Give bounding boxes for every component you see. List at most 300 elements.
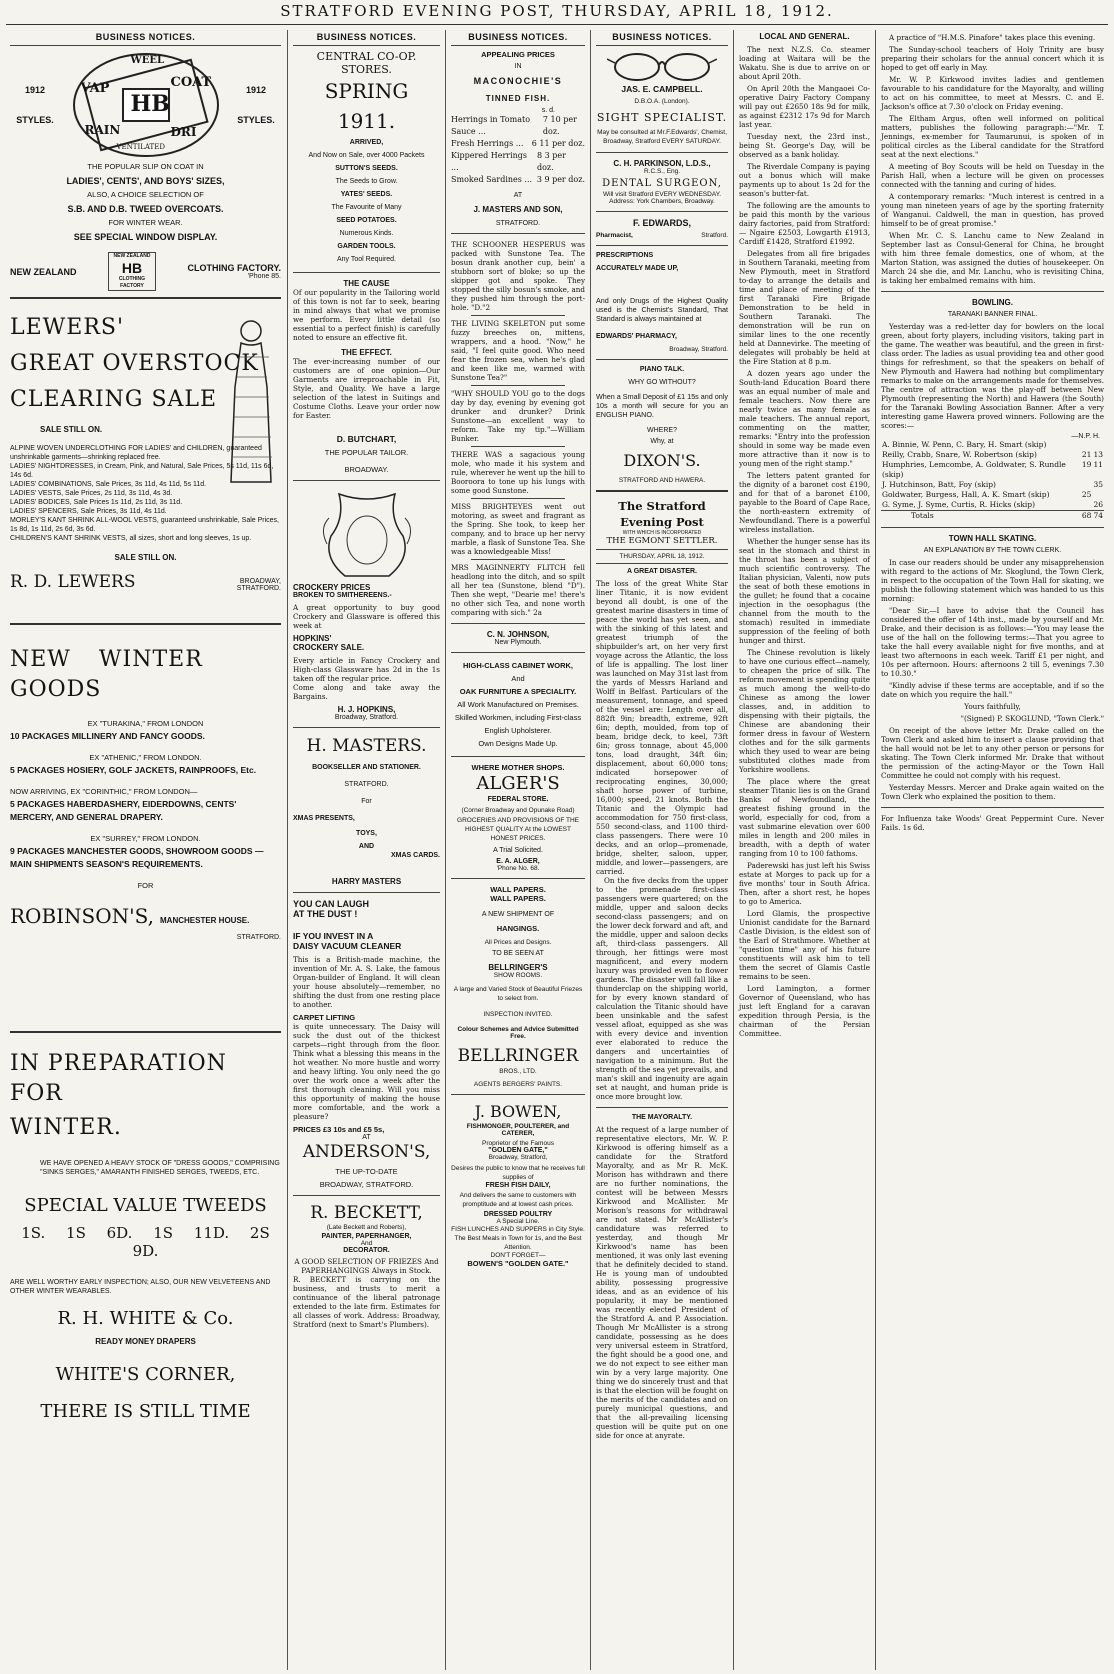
ad-title: WINTER.: [10, 1115, 122, 1140]
ad-body: THE LIVING SKELETON put some fuzzy breeches on, mittens, wrappers, and a hood. "Now," he said, "I feel quite good. Who need fear the frozen sea, when he's glad and keen like me, warmed with Sunstone Tea?": [451, 319, 585, 382]
price-item: Herrings in Tomato Sauce ...: [451, 115, 531, 136]
ad-line: STRATFORD.: [236, 934, 281, 941]
article-para: A practice of "H.M.S. Pinafore" takes place this evening.: [889, 33, 1096, 42]
table-cell: G. Syme, J. Syme, Curtis, R. Hicks (skip): [882, 500, 1036, 509]
article-body: Yesterday was a red-letter day for bowlers on the local green, about forty players, including visitors, taking part in the game. The weather was beautiful, and the green in first-class order. The ladies as usual providing tea and other good things for refreshment, so that the speakers on behalf of New Plymouth and Hawera had nothing but complimentary remarks to make on the arrangements made for themselves. The centre of attraction was the play-off between New Plymouth (representing the North) and Hawera (the South) for the Taranaki Bowling Association Banner. After a very interesting game Hawera proved winners. Following are the scores:—: [881, 322, 1104, 430]
ad-line: And: [360, 1240, 373, 1247]
ad-title: HARRY MASTERS: [331, 877, 402, 886]
ad-body: THE SCHOONER HESPERUS was packed with Sunstone Tea. The bosun drank another cup, bein' a stubborn sort of bloke; so up the skipper got and spoke. They stopped the silly bosun's smoke, and they pushed him through the port-hole. "D."2: [451, 240, 585, 312]
ad-line: TO BE SEEN AT: [492, 950, 544, 957]
ad-title: BROKEN TO SMITHEREENS.-: [293, 592, 392, 599]
price-row: [451, 150, 585, 174]
article-para: "Dear Sir,—I have to advise that the Council has considered the offer of 14th inst., made by yourself and Mr. Drake, and their decision is as follows:—"You may lease the use of the hall on the following terms:—That you agree to take the hall every available night for five months, and at least two afternoons in each week. Tariff £1 per night, and 10s per afternoon. Hours: afternoons 2 till 5, evenings 7.30 to 10.30.": [881, 606, 1104, 678]
article-para: When Mr. C. S. Lanchu came to New Zealand in September last as Consul-General for China, he brought with him three female domestics, one of whom, at the Marton Station, was assigned the duties of housekeeper. On March 24 she die, and Mr. Lanchu, who is revisiting China, is taking her embalmed remains with him.: [881, 231, 1104, 285]
ad-title: R. D. LEWERS: [10, 572, 136, 592]
ad-body: And only Drugs of the Highest Quality used is the Chemist's Standard, That Standard is always maintained at: [596, 296, 728, 323]
logo-text: RAIN: [84, 123, 121, 137]
ad-title: C. H. PARKINSON, L.D.S.,: [613, 159, 711, 168]
ad-body: MRS MAGINNERTY FLITCH fell headlong into the ditch, and so spilt all her tea (Sunstone, blend "D"). Then she wept, "Dearie me! there's no other sich Tea, and none worth comparing with sich." 2a: [451, 563, 585, 617]
ad-line: BROS., LTD.: [499, 1068, 537, 1075]
ad-title: WHY GO WITHOUT?: [628, 379, 696, 386]
ad-body: This is a British-made machine, the invention of Mr. A. S. Lake, the famous Organ-builder of England. It will clean your house absolutely—remember, no shifting the dust from one resting place to another.: [293, 955, 440, 1009]
article-body: The loss of the great White Star liner Titanic, it is now evident beyond all doubt, is one of the greatest marine disasters in time of peace the world has yet seen, and with the sinking of this latest and greatest triumph of the shipbuilder's art, on her very first voyage across the Atlantic, the loss of life is appalling. The lost liner was launched on May 31st last from the yards of Messrs Harland and Wolff in Belfast. Particulars of the measurement, tonnage, and speed of the vessel are: Length over all, 882ft 9in; breadth, extreme, 92ft 6in; depth, moulded, from top of beam, bridge deck, to keel, 73ft 6in; gross tonnage, about 45,000 tons, load draught, 34ft 6in; displacement, about 60,000 tons; indicated horsepower of reciprocating engines, 30,000; shaft horse power of turbine, 16,000; speed, 21 knots. Both the Titanic and the Olympic had accommodation for 750 first-class, 550 second-class, and 1100 third-class passengers. There were 10 decks, and an orlop—promenade, bridge, shelter, saloon, upper, middle, and lower—passengers, are carried.: [596, 579, 728, 876]
article-local: [739, 32, 870, 1038]
ad-title: CLEARING SALE: [10, 387, 218, 412]
article-para: On receipt of the above letter Mr. Drake called on the Town Clerk and asked him to insert a clause providing that the hall would not be let to any other person or persons for skating. The Town Clerk informed Mr. Drake that without the permission of the acting-Mayor or the Town Hall Committee he could not comply with his request.: [881, 726, 1104, 780]
ad-white: [10, 1049, 281, 1422]
ad-line: The Favourite of Many: [331, 204, 402, 211]
ad-title: SPRING 1911.: [324, 79, 409, 133]
price-value: 3 9 per doz.: [536, 175, 585, 184]
ad-title: CARPET LIFTING: [293, 1013, 356, 1022]
ad-line: GARDEN TOOLS.: [337, 243, 396, 250]
ad-title: DAISY VACUUM CLEANER: [293, 941, 402, 951]
ad-line: Stratford.: [701, 232, 728, 239]
masthead-rule: [6, 24, 1108, 25]
table-cell: 11: [1093, 460, 1103, 469]
price-row: [451, 114, 585, 138]
ad-title: THE CAUSE: [343, 279, 390, 288]
ad-title: WHERE MOTHER SHOPS.: [471, 763, 565, 772]
article-para: The next N.Z.S. Co. steamer loading at Waitara will be the Wakatu. She is due to arrive on or about April 20th.: [739, 45, 870, 81]
column-header: BUSINESS NOTICES.: [10, 30, 281, 46]
ad-line: EX "ATHENIC," FROM LONDON.: [89, 753, 202, 762]
price-row: [451, 138, 585, 150]
table-cell: Totals: [911, 511, 934, 520]
ad-body: Of our popularity in the Tailoring world of this town is not far to seek, bearing in mind always that what we promise we perform. Every little detail (so essential to a perfect finish) is carefully noted to ensure an effective fit.: [293, 288, 440, 342]
table-row: [881, 460, 1104, 480]
article-disaster: [596, 568, 728, 1101]
ad-title: SIGHT SPECIALIST.: [596, 111, 728, 124]
ad-title: TINNED FISH.: [485, 94, 551, 103]
ad-line: AT: [362, 1134, 371, 1141]
ad-line: DRESSED POULTRY: [483, 1211, 553, 1218]
table-cell: 68: [1081, 511, 1092, 520]
logo-text: HB: [130, 91, 170, 117]
article-para: "Kindly advise if these terms are acceptable, and if so the date on which you require the hall.": [881, 681, 1104, 699]
ad-line: A Trial Solicited.: [493, 847, 543, 854]
ad-line: NEW ZEALAND: [10, 266, 77, 277]
ad-title: ACCURATELY MADE UP,: [596, 265, 679, 272]
ad-body: When a Small Deposit of £1 15s and only 10s a month will secure for you an ENGLISH PIANO.: [596, 392, 728, 419]
article-skating: [881, 534, 1104, 832]
ad-line: Address: York Chambers, Broadway.: [609, 198, 715, 205]
sale-item: CHILDREN'S KANT SHRINK VESTS, all sizes, short and long sleeves, 1s up.: [10, 535, 252, 542]
ad-line: PAINTER, PAPERHANGER,: [321, 1233, 412, 1240]
ad-line: BOOKSELLER AND STATIONER.: [312, 764, 421, 771]
column-header: BUSINESS NOTICES.: [596, 30, 728, 46]
ad-line: Skilled Workmen, including First-class English Upholsterer.: [454, 713, 582, 735]
year-label: 1912: [24, 85, 46, 95]
ad-line: OAK FURNITURE A SPECIALITY.: [459, 687, 577, 696]
ad-line: DECORATOR.: [343, 1247, 390, 1254]
ad-hopkins: [293, 487, 440, 721]
ad-title: J. BOWEN,: [474, 1102, 562, 1121]
ad-title: DENTAL SURGEON,: [602, 178, 722, 189]
ad-title: F. EDWARDS,: [632, 218, 691, 228]
ad-line: BROADWAY,: [239, 578, 281, 585]
ad-line: CLOTHING FACTORY.: [187, 263, 281, 273]
ad-bellringer: [451, 885, 585, 1088]
ad-line: STRATFORD AND HAWERA.: [618, 477, 706, 484]
ad-line: THE UP-TO-DATE: [335, 1167, 398, 1176]
ad-title: DIXON'S.: [623, 451, 701, 470]
ad-title: THE EFFECT.: [341, 348, 392, 357]
column-4: [592, 30, 732, 1670]
ad-line: EX "TURAKINA," FROM LONDON: [87, 719, 204, 728]
badge-text: NEW ZEALAND: [113, 253, 151, 259]
article-para: The place where the great steamer Titanic lies is on the Grand Banks of Newfoundland, the greatest fishing ground in the world, especially for cod, from a vast submarine elevation over 600 miles in length and 200 miles in breadth, with a depth of water ranging from 10 to 100 fathoms.: [739, 777, 870, 858]
article-para: Yesterday Messrs. Mercer and Drake again waited on the Town Clerk who explained the position to them.: [881, 783, 1104, 801]
article-title: A GREAT DISASTER.: [626, 568, 697, 575]
paper-subtitle: THE EGMONT SETTLER.: [606, 536, 718, 546]
ad-line: YATES' SEEDS.: [340, 191, 393, 198]
ad-line: And Now on Sale, over 4000 Packets: [308, 152, 425, 159]
table-cell: 13: [1093, 450, 1103, 459]
sale-item: LADIES' NIGHTDRESSES, in Cream, Pink, and Natural, Sale Prices, 5s 11d, 11s 6d, 14s 6d.: [10, 463, 274, 479]
article-para: Whether the hunger sense has its seat in the stomach and thirst in the throat has been a subject of much scientific controversy. The Italian physician, Valenti, now puts the seat of both these emotions in the gullet; he found that a cocaine injection in the oesophagus (the channel from the mouth to the stomach) resulted in immediate suppression of the feeling of both hunger and thirst.: [739, 537, 870, 645]
ad-title: ROBINSON'S,: [10, 904, 154, 928]
article-bowling: [881, 298, 1104, 521]
ad-line: STRATFORD.: [495, 220, 541, 227]
ad-title: BELLRINGER'S: [488, 963, 548, 972]
price-item: Kippered Herrings ...: [451, 151, 528, 172]
ad-body: MISS BRIGHTEYES went out motoring, as sweet and fragrant as the Spring. She took, to keep her company, and to brace up her nervy marble, a flask of Sunstone Tea. She was a knowledgeable Miss!: [451, 502, 585, 556]
ad-title: WHITE'S CORNER,: [55, 1364, 236, 1385]
ad-line: Pharmacist,: [596, 232, 633, 239]
ad-title: SPECIAL VALUE TWEEDS: [24, 1195, 267, 1216]
ad-line: FISH LUNCHES AND SUPPERS in City Style.: [451, 1226, 585, 1233]
ad-line: (Corner Broadway and Opunake Road): [461, 807, 575, 814]
ad-line: 5 PACKAGES HABERDASHERY, EIDERDOWNS, CENTS' MERCERY, AND GENERAL DRAPERY.: [10, 799, 237, 822]
ad-line: Proprietor of the Famous: [482, 1140, 554, 1147]
ad-title: PIANO TALK.: [639, 366, 685, 373]
price-line: PRICES £3 10s and £5 5s,: [293, 1125, 385, 1134]
ad-beckett: [293, 1202, 440, 1329]
ad-line: And delivers the same to customers with promptitude and at lowest cash prices.: [459, 1192, 577, 1208]
article-subtitle: TARANAKI BANNER FINAL.: [947, 311, 1038, 318]
ad-body: is quite unnecessary. The Daisy will suck the dust out of the thickest carpets—right through from the floor. Think what a blessing this means in the hot weather. No more hustle and worry and heavy lifting. You only need the go over the work once a week after the first thorough cleaning. Will you miss this opportunity of making the house more comfortable, and the work a pleasure?: [293, 1022, 440, 1121]
ad-title: YOU CAN LAUGH: [293, 899, 369, 909]
logo-text: DRI: [170, 125, 197, 139]
ad-line: SEE SPECIAL WINDOW DISPLAY.: [73, 232, 218, 242]
table-header: —N.P. H.: [1071, 433, 1100, 440]
ad-line: STRATFORD.: [344, 781, 389, 788]
ad-line: WHERE?: [647, 427, 677, 434]
ad-line: AND: [358, 843, 375, 850]
ad-line: WE HAVE OPENED A HEAVY STOCK OF "DRESS GOODS," COMPRISING "SINKS SERGES," AMARANTH FINISHED SERGES, TWEEDS, ETC.: [40, 1160, 280, 1176]
ad-line: New Plymouth.: [494, 639, 542, 646]
ad-line: 5 PACKAGES HOSIERY, GOLF JACKETS, RAINPROOFS, Etc.: [10, 765, 257, 775]
ad-title: JAS. E. CAMPBELL.: [621, 84, 703, 94]
ad-title: AT THE DUST !: [293, 909, 358, 919]
ad-line: Own Designs Made Up.: [478, 739, 558, 748]
ad-line: (Late Beckett and Roberts),: [326, 1224, 407, 1231]
ad-line: Will visit Stratford EVERY WEDNESDAY.: [603, 191, 721, 198]
ad-title: PRESCRIPTIONS: [596, 252, 654, 259]
ad-line: FISHMONGER, POULTERER, and CATERER,: [466, 1123, 570, 1137]
ad-line: BROADWAY, STRATFORD.: [319, 1180, 414, 1189]
ad-line: 'Phone 85.: [247, 273, 281, 280]
ad-title: CROCKERY SALE.: [293, 643, 365, 652]
ad-title: GREAT OVERSTOCK: [10, 351, 259, 376]
ad-line: ARRIVED,: [349, 139, 384, 146]
ad-body: The ever-increasing number of our customers are of one opinion—Our Garments are irreproachable in Fit, Style, and Quality. We have a large selection of the latest in Suitings and Costume Cloths. Leave your order now for Easter.: [293, 357, 440, 420]
sale-item: MORLEY'S KANT SHRINK ALL-WOOL VESTS, guaranteed unshrinkable, Sale Prices, 1s 8d, 1s 11d, 2s 6d, 3s 6d.: [10, 517, 280, 533]
ad-line: EX "SURREY," FROM LONDON.: [90, 834, 201, 843]
ad-body: "WHY SHOULD YOU go to the dogs day by day, evening by evening got drunker and drunker? Drink Sunstone—an excellent way to reform. Take my tip."—William Bunker.: [451, 389, 585, 443]
ad-line: The Best Meals in Town for 1s, and the Best Attention.: [454, 1235, 582, 1251]
year-label: 1912: [245, 85, 267, 95]
price-line: 1S. 1S 6D. 1S 11D. 2S 9D.: [21, 1224, 270, 1260]
ad-line: S.B. AND D.B. TWEED OVERCOATS.: [67, 204, 224, 214]
badge-text: CLOTHING FACTORY: [118, 276, 146, 289]
ad-line: 'Phone No. 68.: [496, 865, 540, 872]
ad-title: IF YOU INVEST IN A: [293, 931, 374, 941]
ad-line: THE POPULAR SLIP ON COAT IN: [87, 162, 204, 171]
ad-line: The Seeds to Grow.: [335, 178, 398, 185]
ad-line: STRATFORD.: [236, 585, 281, 592]
ad-line: WITH WHICH IS INCORPORATED: [622, 530, 702, 536]
column-header: BUSINESS NOTICES.: [293, 30, 440, 46]
ad-line: XMAS PRESENTS,: [293, 815, 355, 822]
table-row: [881, 500, 1104, 511]
article-body: At the request of a large number of representative electors, Mr. W. P. Kirkwood is offering himself as a candidate for the Stratford Mayoralty, and as Mr R. McK. Morison has withdrawn and there are no further nominations, the contest will be between Messrs Kirkwood and McAllister. Mr Morison's reasons for withdrawal are not stated. Mr McAllister's candidature was referred to yesterday, and though Mr Kirkwood's name has been mentioned, it was only last evening that he definitely decided to stand. He is young man of undoubted ability, possessing progressive ideas, and as an evidence of his popularity, it may be mentioned was recently elected President of the Stratford A. and P. Association. Though Mr McAllister is a strong candidate, possessing as he does very universal esteem in Stratford, the fight should be a good one, and we do not expect to see either man win by a very large majority. One thing we do sincerely trust and that is that the election will be fought on the merits of the candidates and on purely municipal questions, and that the all-prevailing licensing question will be quite put on one side for once at anyrate.: [596, 1125, 729, 1440]
article-title: LOCAL AND GENERAL.: [759, 32, 850, 41]
spectacles-icon: [596, 50, 728, 84]
article-para: The Chinese revolution is likely to have one curious effect—namely, to cheapen the price of silk. The reform movement is spending quite as much among the well-to-do Chinese as among the lower classes, and, in addition to dispensing with their pigtails, the Chinese are abandoning their former dress in favour of Western clothes and for the silk garments which they used to wear are being substituted clothes made from Yorkshire woollens.: [739, 648, 870, 774]
hb-badge: [108, 252, 156, 291]
ad-title: BELLRINGER: [457, 1046, 579, 1066]
article-subtitle: AN EXPLANATION BY THE TOWN CLERK.: [923, 547, 1062, 554]
ad-line: "GOLDEN GATE,": [488, 1147, 548, 1154]
ad-body: Come along and take away the Bargains.: [293, 683, 440, 701]
ad-title: APPEALING PRICES: [481, 50, 555, 59]
ad-title: ALGER'S: [476, 773, 560, 794]
styles-label: STYLES.: [16, 115, 54, 125]
sale-item: LADIES' SPENCERS, Sale Prices, 3s 11d, 4s 11d.: [10, 508, 167, 515]
article-para: The letters patent granted for the dignity of a baronet cost £190, and for that of a baronet £100, payable to the Board of Cape Race, the north-eastern extremity of Newfoundland. There is a powerful wireless installation.: [739, 471, 870, 534]
ad-edwards: [596, 218, 728, 353]
ad-title: H. MASTERS.: [306, 736, 427, 756]
article-para: The following are the amounts to be paid this month by the various dairy factories, paid from Stratford:— Ngaire £2503, Lowgarth £1913, Cardiff £1428, Stratford £1992.: [739, 201, 870, 246]
ad-robinson: [10, 645, 281, 1025]
ad-body: R. BECKETT is carrying on the business, and trusts to merit a continuance of the liberal patronage extended to the late firm. Estimates for all classes of work. Address: Broadway, Stratford (next to Smart's Plumbers).: [293, 1275, 440, 1329]
column-6: [877, 30, 1108, 1670]
table-cell: [1092, 490, 1104, 500]
column-divider: [287, 30, 288, 1670]
article-para: Lord Glamis, the prospective Unionist candidate for the Barnard Castle Division, is the eldest son of the Earl of Strathmore. Whether at "question time" any of his future constituents will ask him to tell them the secret of Glamis Castle remains to be seen.: [739, 909, 870, 981]
ad-body: A GOOD SELECTION OF FRIEZES And PAPERHANGINGS Always in Stock.: [294, 1257, 439, 1275]
logo-text: VAP: [80, 81, 110, 96]
ad-line: R.C.S., Eng.: [643, 168, 681, 175]
ad-line: HIGH-CLASS CABINET WORK,: [463, 661, 573, 670]
article-para: Delegates from all fire brigades in Southern Taranaki, meeting from New Plymouth, meet in Stratford to-day to arrange the details and time and place of meeting of the first Taranaki Fire Brigade Demonstration to be held in Southern Taranaki. The demonstration will be run on similar lines to the one recently held at Dannevirke. The meeting of delegates will probably be held at the Fire Station at 8 p.m.: [739, 249, 870, 366]
price-row: [451, 174, 585, 186]
column-divider: [733, 30, 734, 1670]
price-value: 7 10 per doz.: [542, 115, 577, 136]
ad-line: FOR: [137, 881, 154, 890]
column-5: [735, 30, 874, 1670]
table-row: [881, 480, 1104, 490]
table-cell: 26: [1093, 500, 1103, 509]
ad-butchart: [293, 279, 440, 474]
ad-title: CROCKERY PRICES: [293, 583, 371, 592]
paper-title: The Stratford Evening Post: [618, 499, 706, 529]
ad-line: Numerous Kinds.: [339, 230, 394, 237]
table-cell: Humphries, Lemcombe, A. Goldwater, S. Rundle (skip): [882, 460, 1066, 479]
column-divider: [590, 30, 591, 1670]
ad-johnson: [451, 630, 585, 750]
ad-title: BOWEN'S "GOLDEN GATE.": [467, 1259, 569, 1268]
column-header: BUSINESS NOTICES.: [451, 30, 585, 46]
column-3: [447, 30, 589, 1670]
ad-line: INSPECTION INVITED.: [483, 1011, 553, 1018]
issue-date: THURSDAY, APRIL 18, 1912.: [619, 553, 705, 560]
ad-line: Why, at: [650, 438, 674, 445]
article-para: Yours faithfully,: [964, 702, 1021, 711]
sale-item: LADIES' VESTS, Sale Prices, 2s 11d, 3s 11d, 4s 3d.: [10, 490, 173, 497]
table-cell: [1081, 480, 1093, 490]
ad-bowen: [451, 1101, 585, 1268]
ad-sunstone: [451, 240, 585, 617]
table-cell: 35: [1093, 480, 1103, 489]
article-para: The Riverdale Company is paying out a bonus which will make payments up to about 1s 2d for the season's butter-fat.: [739, 162, 870, 198]
ad-title: J. MASTERS AND SON,: [473, 205, 563, 214]
ad-masters: [293, 734, 440, 886]
ad-title: EDWARDS' PHARMACY,: [596, 333, 678, 340]
article-mayoralty: [596, 1114, 728, 1440]
ad-line: MANCHESTER HOUSE.: [160, 916, 250, 925]
ad-dixon: [596, 366, 728, 484]
ad-line: SEED POTATOES.: [336, 217, 397, 224]
ad-line: A Special Line.: [496, 1218, 540, 1225]
ad-line: All Work Manufactured on Premises.: [457, 700, 579, 709]
ad-alger: [451, 763, 585, 872]
ad-line: D.B.O.A. (London).: [634, 98, 690, 105]
ad-title: LEWERS': [10, 315, 125, 340]
article-title: TOWN HALL SKATING.: [948, 534, 1037, 543]
table-cell: [1092, 440, 1104, 450]
ad-line: For Influenza take Woods' Great Peppermint Cure. Never Fails. 1s 6d.: [881, 814, 1104, 832]
ad-line: GROCERIES AND PROVISIONS OF THE HIGHEST QUALITY At the LOWEST HONEST PRICES.: [457, 817, 579, 842]
ad-line: FEDERAL STORE.: [487, 796, 549, 803]
table-total-row: [881, 511, 1104, 522]
sale-item: LADIES' COMBINATIONS, Sale Prices, 3s 11d, 4s 11d, 5s 11d.: [10, 481, 207, 488]
ad-title: CENTRAL CO-OP. STORES.: [316, 50, 417, 76]
ad-title: MACONOCHIE'S: [473, 76, 563, 86]
ad-line: All Prices and Designs.: [484, 939, 552, 946]
article-para: A meeting of Boy Scouts will be held on Tuesday in the Parish Hall, when a lecture will be given on processes connected with the tanning and curing of hides.: [881, 162, 1104, 189]
table-cell: 74: [1093, 511, 1103, 520]
badge-text: HB: [121, 260, 143, 276]
ad-title: R. BECKETT,: [310, 1203, 423, 1223]
ad-line: Broadway, Stratford.: [334, 714, 399, 721]
ad-lewers: [10, 313, 281, 603]
sale-item: LADIES' BODICES, Sale Prices 1s 11d, 2s 11d, 3s 11d.: [10, 499, 183, 506]
article-title: BOWLING.: [972, 298, 1013, 307]
ad-line: AGENTS BERGERS' PAINTS.: [473, 1081, 563, 1088]
ad-line: READY MONEY DRAPERS: [95, 1337, 196, 1346]
ad-title: WALL PAPERS.: [490, 894, 546, 903]
column-divider: [445, 30, 446, 1670]
ad-title: WALL PAPERS.: [490, 885, 546, 894]
article-para: Tuesday next, the 23rd inst., being St. George's Day, will be observed as a bank holiday.: [739, 132, 870, 159]
column-divider: [875, 30, 876, 1670]
ad-title: ANDERSON'S,: [302, 1142, 431, 1162]
table-cell: 25: [1081, 490, 1092, 499]
ad-title: R. H. WHITE & Co.: [57, 1308, 234, 1329]
woman-illustration: [225, 317, 277, 487]
ad-line: A NEW SHIPMENT OF: [481, 911, 555, 918]
table-cell: Goldwater, Burgess, Hall, A. K. Smart (skip): [882, 490, 1050, 499]
ad-line: ALSO, A CHOICE SELECTION OF: [87, 190, 204, 199]
article-para: A contemporary remarks: "Much interest is centred in a young man nineteen years of age by the sporting fraternity of Wanganui. Caldwell, the man in question, has proved himself to be of great promise.": [881, 192, 1104, 228]
styles-label: STYLES.: [237, 115, 275, 125]
ad-line: Broadway, Stratford.: [669, 346, 728, 353]
column-2: [289, 30, 444, 1670]
ad-line: SALE STILL ON.: [114, 553, 177, 562]
table-cell: [1081, 500, 1093, 511]
ad-line: Any Tool Required.: [336, 256, 397, 263]
ad-anderson: [293, 899, 440, 1189]
article-local-continued: [881, 33, 1104, 285]
ad-hb-coats: [10, 50, 281, 291]
ad-line: SHOW ROOMS.: [493, 972, 543, 979]
ad-line: FRESH FISH DAILY,: [485, 1182, 551, 1189]
ad-title: NEW WINTER GOODS: [10, 647, 203, 702]
ad-campbell: [596, 50, 728, 146]
ad-title: H. J. HOPKINS,: [337, 705, 396, 714]
price-item: Smoked Sardines ...: [451, 175, 533, 184]
ad-body: Every article in Fancy Crockery and High-class Glassware has 2d in the 1s taken off the regular price.: [293, 656, 440, 683]
ad-line: ARE WELL WORTHY EARLY INSPECTION; ALSO, OUR NEW VELVETEENS AND OTHER WINTER WEARABLES.: [10, 1279, 271, 1295]
ad-line: DON'T FORGET—: [490, 1252, 546, 1259]
ad-coop: [293, 50, 440, 266]
ad-line: s. d.: [541, 107, 555, 114]
ad-maconochie: [451, 50, 585, 227]
table-cell: J. Hutchinson, Batt, Foy (skip): [882, 480, 996, 489]
logo-text: VENTILATED: [116, 143, 165, 151]
article-para: The Eltham Argus, often well informed on political matters, publishes the following paragraph:—"Mr. T. Jennings, ex-member for Taumarunui, is spoken of in political circles as the Liberal candidate for the Stratford seat at the next elections.": [881, 114, 1104, 159]
ad-line: SALE STILL ON.: [40, 425, 103, 434]
article-para: A dozen years ago under the South-land Education Board there was an equal number of male and female teachers. Now there are nearly twice as many female as male teachers. The annual report, commenting on the matter, remarks: "Entry into the profession should in some way be made even more attractive than it now is to young men of the right stamp.": [739, 369, 870, 468]
masthead: STRATFORD EVENING POST, THURSDAY, APRIL 18, 1912.: [280, 2, 834, 20]
ad-line: SUTTON'S SEEDS.: [335, 165, 398, 172]
article-para: Lord Lamington, a former Governor of Queensland, who has just left England for a caravan expedition through Persia, is the chairman of the Persian Committee.: [739, 984, 870, 1038]
ad-line: TOYS,: [356, 830, 377, 837]
price-value: 8 3 per doz.: [536, 151, 566, 172]
ad-line: And: [511, 674, 525, 683]
scores-table: [881, 440, 1104, 521]
ad-title: C. N. JOHNSON,: [486, 630, 550, 639]
ad-line: E. A. ALGER,: [496, 858, 540, 865]
article-para: On April 20th the Mangaoei Co-operative Dairy Factory Company will pay out £2650 18s 9d for milk, as against £2312 17s 9d for March last year.: [739, 84, 870, 129]
ad-line: BROADWAY.: [344, 465, 389, 474]
table-cell: [1081, 440, 1093, 450]
ad-title: HOPKINS': [293, 634, 332, 643]
ad-line: Colour Schemes and Advice Submitted Free.: [457, 1026, 579, 1040]
article-para: In case our readers should be under any misapprehension with regard to the actions of Mr. Skoglund, the Town Clerk, in respect to the occupation of the Town Hall for skating, we publish the following statement which was handed to us this morning:: [881, 558, 1104, 603]
table-row: [881, 440, 1104, 450]
ad-line: May be consulted at Mr.F.Edwards', Chemist, Broadway, Stratford EVERY SATURDAY.: [597, 129, 727, 145]
article-para: The Sunday-school teachers of Holy Trinity are busy preparing their scholars for the annual concert which it is hoped to get off early in May.: [881, 45, 1104, 72]
article-para: Mr. W. P. Kirkwood invites ladies and gentlemen favourable to his candidature for the Mayoralty, and willing to act on his committee, to meet at Messrs. C. and E. Jackson's office at 7.30 o'clock on Friday evening.: [881, 75, 1104, 111]
ad-dentist: [596, 159, 728, 205]
ad-line: 10 PACKAGES MILLINERY AND FANCY GOODS.: [10, 731, 205, 741]
ad-line: IN: [514, 63, 522, 70]
ad-line: THE POPULAR TAILOR.: [324, 448, 409, 457]
